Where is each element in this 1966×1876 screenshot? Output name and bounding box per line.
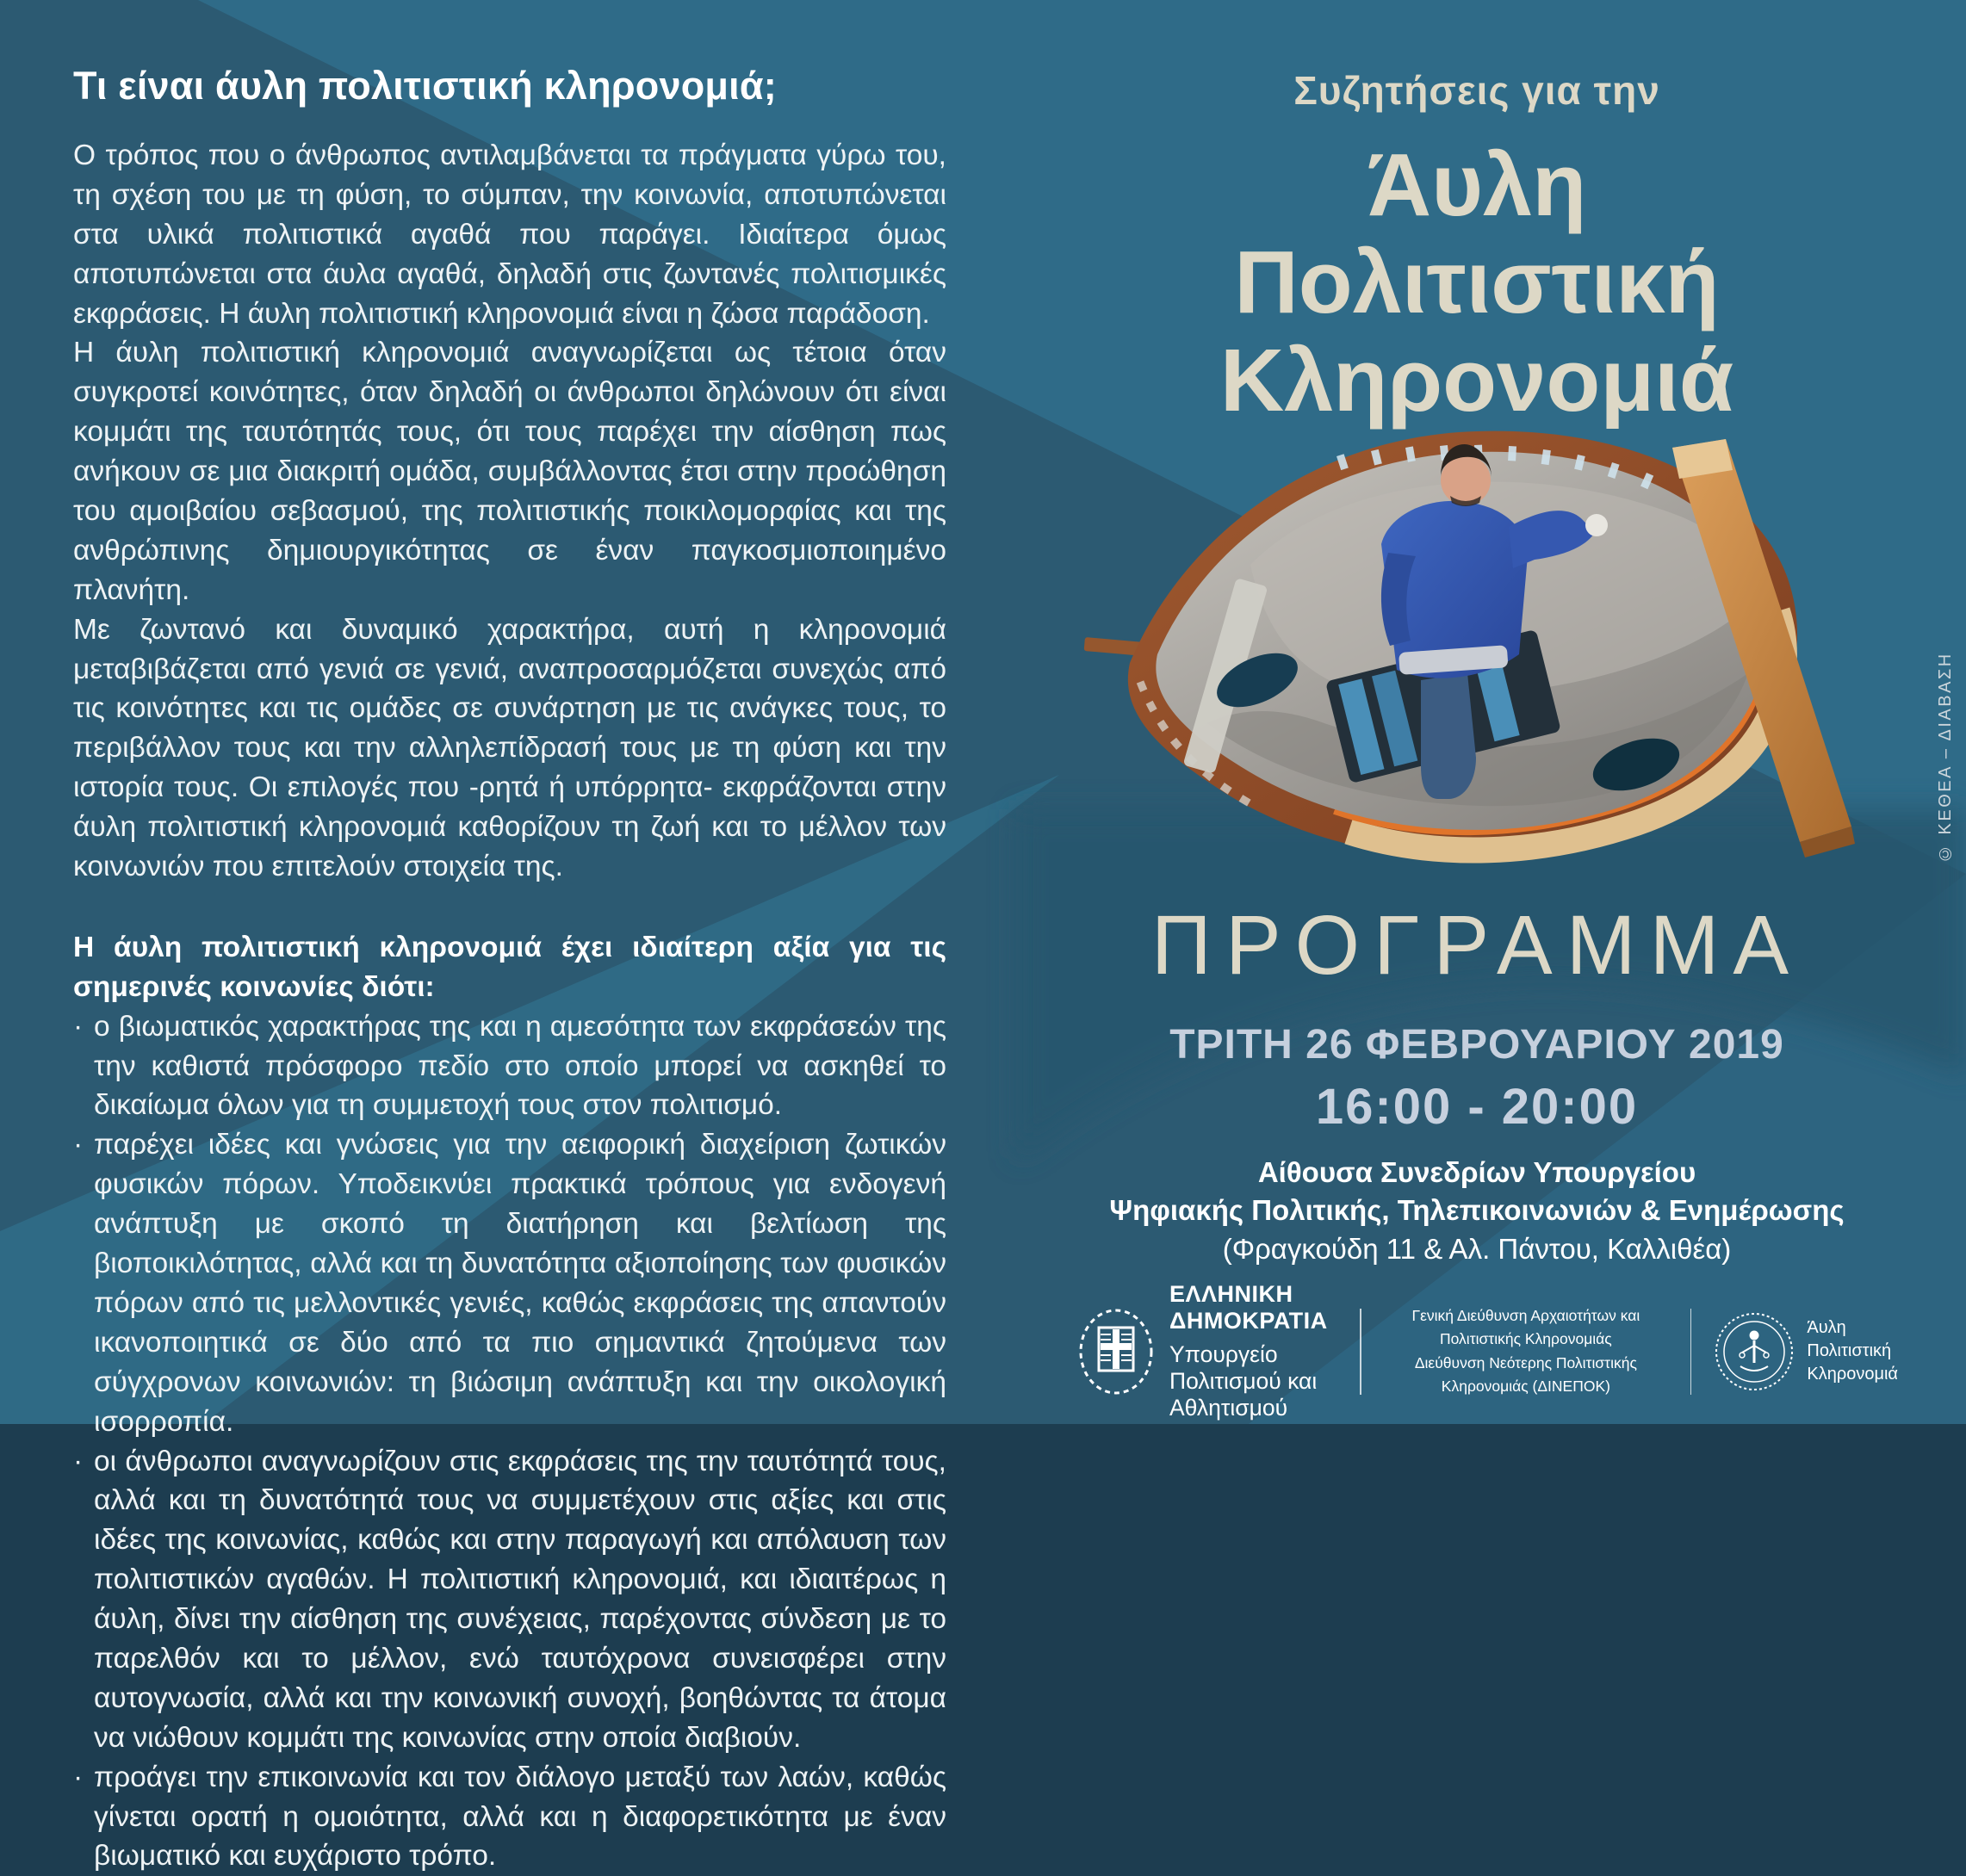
bullet-item bbox=[73, 1442, 946, 1758]
directorate-line: Διεύθυνση Νεότερης Πολιτιστικής Κληρονομιάς (ΔΙΝΕΠΟΚ) bbox=[1414, 1353, 1637, 1395]
intro-paragraph: Με ζωντανό και δυναμικό χαρακτήρα, αυτή η κληρονομιά μεταβιβάζεται από γενιά σε γενιά, αναπροσαρμόζεται συνεχώς από τις κοινότητες και τις ομάδες σε συνάρτηση με τις ανάγκες τους, το περιβάλλον τους και την αλληλεπίδρασή τους με τη φύση και την ιστορία τους. Οι επιλογές που -ρητά ή υπόρρητα- εκφράζονται στην άυλη πολιτιστική κληρονομιά καθορίζουν τη ζωή και το μέλλον των κοινωνιών που επιτελούν στοιχεία της. bbox=[73, 613, 946, 883]
main-title-line: Άυλη bbox=[1367, 135, 1587, 234]
main-title bbox=[1064, 136, 1890, 429]
venue-line: Αίθουσα Συνεδρίων Υπουργείου bbox=[1257, 1156, 1696, 1188]
ich-logo-line: Άυλη bbox=[1807, 1318, 1846, 1337]
footer-logos bbox=[1078, 1281, 1898, 1421]
bullet-item bbox=[73, 1007, 946, 1126]
bullet-dot: · bbox=[73, 1445, 84, 1477]
gov-title: ΕΛΛΗΝΙΚΗ ΔΗΜΟΚΡΑΤΙΑ bbox=[1169, 1281, 1328, 1334]
bullet-item bbox=[73, 1125, 946, 1441]
photo-credit: © ΚΕΘΕΑ – ΔΙΑΒΑΣΗ bbox=[1936, 652, 1955, 863]
ich-logo-line: Πολιτιστική bbox=[1807, 1341, 1892, 1360]
ich-logo-line: Κληρονομιά bbox=[1807, 1365, 1898, 1384]
bullet-text: ο βιωματικός χαρακτήρας της και η αμεσότητα των εκφράσεών της την καθιστά πρόσφορο πεδίο στο οποίο μπορεί να ασκηθεί το δικαίωμα όλων για τη συμμετοχή τους στον πολιτισμό. bbox=[94, 1010, 946, 1122]
gov-subtitle: Υπουργείο Πολιτισμού και Αθλητισμού bbox=[1169, 1341, 1318, 1421]
venue-line: Ψηφιακής Πολιτικής, Τηλεπικοινωνιών & Ενημέρωσης bbox=[1109, 1194, 1845, 1227]
value-heading: Η άυλη πολιτιστική κληρονομιά έχει ιδιαίτερη αξία για τις σημερινές κοινωνίες διότι: bbox=[73, 931, 946, 1003]
bullet-text: οι άνθρωποι αναγνωρίζουν στις εκφράσεις της την ταυτότητά τους, αλλά και τη δυνατότητά τους να συμμετέχουν στις αξίες και στις ιδέες της κοινωνίας, καθώς και στην παραγωγή και απόλαυση των πολιτιστικών αγαθών. Η πολιτιστική κληρονομιά, και ιδιαιτέρως η άυλη, δίνει την αίσθηση της συνέχειας, παρέχοντας σύνδεση με το παρελθόν και το μέλλον, ενώ ταυτόχρονα συνεισφέρει στην αυτογνωσία, αλλά και την κοινωνική συνοχή, βοηθώντας τα άτομα να νιώθουν κομμάτι της κοινωνίας στην οποία διαβιούν. bbox=[94, 1445, 946, 1754]
bullet-dot: · bbox=[73, 1129, 84, 1161]
bullet-text: παρέχει ιδέες και γνώσεις για την αειφορική διαχείριση ζωτικών φυσικών πόρων. Υποδεικνύει πρακτικά τρόπους για ενδογενή ανάπτυξη με σκοπό τη διατήρηση και βελτίωση της βιοποικιλότητας, αλλά και τη δυνατότητα αξιοποίησης των φυσικών πόρων από τις μελλοντικές γενιές, καθώς εκφράσεις της απαντούν ικανοποιητικά σε δύο από τα πιο σημαντικά ζητούμενα των σύγχρονων κοινωνιών: τη βιώσιμη ανάπτυξη και την οικολογική ισορροπία. bbox=[94, 1129, 946, 1438]
intro-paragraph: Η άυλη πολιτιστική κληρονομιά αναγνωρίζεται ως τέτοια όταν συγκροτεί κοινότητες, όταν δηλαδή οι άνθρωποι δηλώνουν ότι είναι κομμάτι της ταυτότητάς τους, ότι τους παρέχει την αίσθηση πως ανήκουν σε μια διακριτή ομάδα, συμβάλλοντας έτσι στην προώθηση του αμοιβαίου σεβασμού, της πολιτιστικής ποικιλομορφίας και της ανθρώπινης δημιουργικότητας σε έναν παγκοσμιοποιημένο πλανήτη. bbox=[73, 337, 946, 606]
greek-coat-of-arms-icon bbox=[1078, 1308, 1154, 1396]
venue bbox=[1064, 1154, 1890, 1229]
bullet-dot: · bbox=[73, 1010, 84, 1043]
main-title-line: Κληρονομιά bbox=[1219, 330, 1734, 430]
bullet-dot: · bbox=[73, 1761, 84, 1793]
venue-address: (Φραγκούδη 11 & Αλ. Πάντου, Καλλιθέα) bbox=[1222, 1233, 1732, 1265]
intro-paragraph: Ο τρόπος που ο άνθρωπος αντιλαμβάνεται τα πράγματα γύρω του, τη σχέση του με τη φύση, το σύμπαν, την κοινωνία, αποτυπώνεται στα υλικά πολιτιστικά αγαθά που παράγει. Ιδιαίτερα όμως αποτυπώνεται στα άυλα αγαθά, δηλαδή στις ζωντανές πολιτισμικές εκφράσεις. Η άυλη πολιτιστική κληρονομιά είναι η ζώσα παράδοση. bbox=[73, 139, 946, 330]
event-time: 16:00 - 20:00 bbox=[1315, 1079, 1639, 1135]
series-kicker: Συζητήσεις για την bbox=[1293, 68, 1660, 113]
program-title: ΠΡΟΓΡΑΜΜΑ bbox=[1150, 898, 1803, 992]
bullet-item bbox=[73, 1758, 946, 1876]
intro-heading: Τι είναι άυλη πολιτιστική κληρονομιά; bbox=[73, 64, 777, 108]
bullet-text: προάγει την επικοινωνία και τον διάλογο μεταξύ των λαών, καθώς γίνεται ορατή η ομοιότητα, αλλά και η διαφορετικότητα με έναν βιωματικό και ευχάριστο τρόπο. bbox=[94, 1761, 946, 1873]
main-title-line: Πολιτιστική bbox=[1234, 232, 1720, 332]
boat-construction-photo bbox=[1078, 396, 1853, 878]
footer-divider bbox=[1690, 1309, 1692, 1395]
directorate-line: Γενική Διεύθυνση Αρχαιοτήτων και Πολιτιστικής Κληρονομιάς bbox=[1411, 1307, 1640, 1348]
intangible-heritage-emblem-icon bbox=[1714, 1311, 1795, 1392]
footer-divider bbox=[1360, 1309, 1361, 1395]
intro-column bbox=[73, 64, 946, 1876]
event-date: ΤΡΙΤΗ 26 ΦΕΒΡΟΥΑΡΙΟΥ 2019 bbox=[1169, 1022, 1784, 1068]
